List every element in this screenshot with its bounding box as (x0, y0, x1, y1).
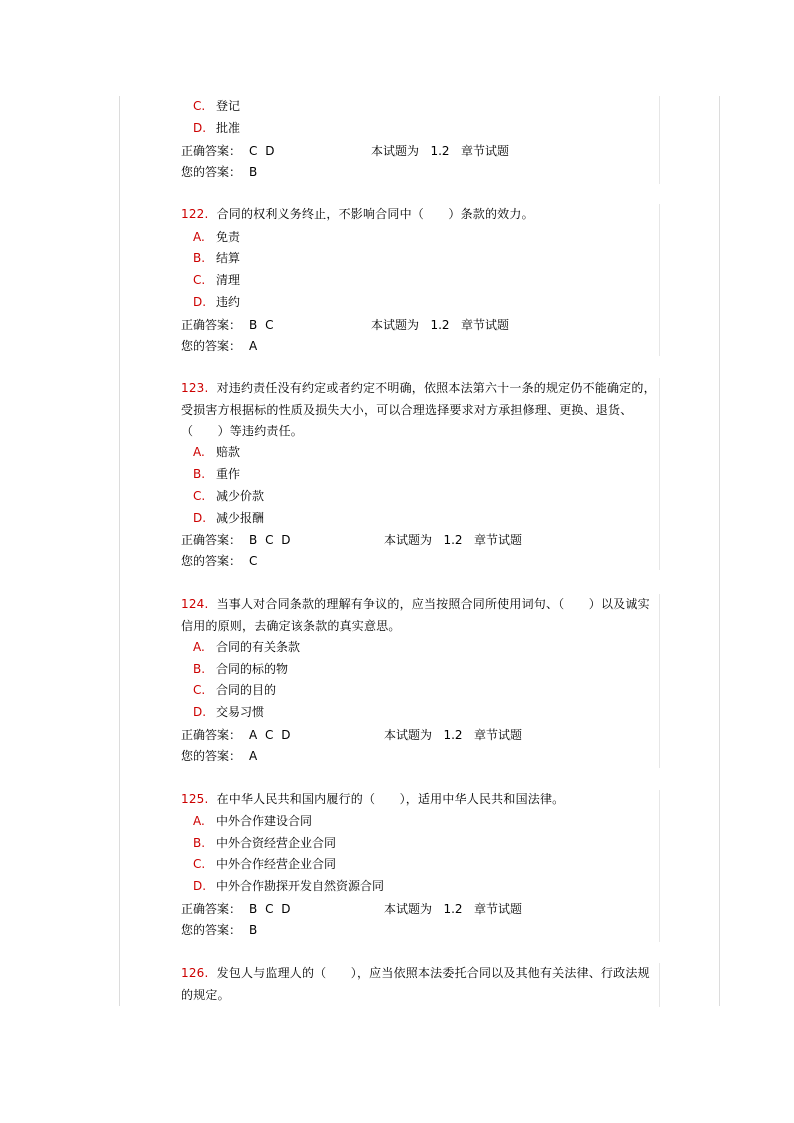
your-answer-label: 您的答案： (181, 339, 242, 353)
question-number: 124. (181, 597, 209, 611)
your-answer-label: 您的答案： (181, 554, 242, 568)
option-letter: A. (193, 230, 205, 244)
option-text: 结算 (216, 251, 241, 265)
option-text: 清理 (216, 273, 241, 287)
option-d (193, 703, 264, 721)
your-answer-label: 您的答案： (181, 749, 242, 763)
correct-answer-value: B C D (249, 533, 293, 547)
option-letter: D. (193, 121, 207, 135)
option-c (193, 855, 336, 873)
option-text: 合同的有关条款 (216, 640, 301, 654)
question-body: 当事人对合同条款的理解有争议的，应当按照合同所使用词句、（ ）以及诚实信用的原则，去确定该条款的真实意思。 (181, 597, 650, 633)
option-letter: D. (193, 705, 207, 719)
option-letter: C. (193, 857, 206, 871)
option-letter: B. (193, 467, 206, 481)
question-body: 对违约责任没有约定或者约定不明确，依照本法第六十一条的规定仍不能确定的，受损害方根据标的性质及损失大小，可以合理选择要求对方承担修理、更换、退货、（ ）等违约责任。 (181, 381, 656, 438)
test-prefix: 本试题为 (371, 144, 420, 158)
option-letter: C. (193, 99, 206, 113)
option-b (193, 834, 336, 852)
chapter-label: 章节试题 (461, 318, 510, 332)
option-letter: A. (193, 640, 205, 654)
question-source (384, 531, 522, 548)
your-answer-value: A (249, 749, 260, 763)
question-number: 125. (181, 792, 209, 806)
question-source (371, 142, 509, 159)
your-answer-label: 您的答案： (181, 923, 242, 937)
your-answer-value: A (249, 339, 260, 353)
score: 1.2 (443, 728, 463, 742)
correct-answer-label: 正确答案： (181, 533, 242, 547)
option-d (193, 877, 384, 895)
question-body: 在中华人民共和国内履行的（ ），适用中华人民共和国法律。 (216, 792, 565, 806)
block-divider (659, 594, 660, 768)
option-text: 减少报酬 (216, 511, 265, 525)
chapter-label: 章节试题 (461, 144, 510, 158)
correct-answer-value: B C D (249, 902, 293, 916)
option-letter: D. (193, 295, 207, 309)
your-answer-value: B (249, 165, 260, 179)
option-a (193, 228, 240, 246)
option-letter: B. (193, 662, 206, 676)
chapter-label: 章节试题 (474, 902, 523, 916)
your-answer-row (181, 747, 259, 765)
option-text: 批准 (216, 121, 241, 135)
question-text (181, 789, 659, 811)
option-text: 中外合作建设合同 (216, 814, 313, 828)
block-divider (659, 96, 660, 184)
chapter-label: 章节试题 (474, 728, 523, 742)
correct-answer-label: 正确答案： (181, 144, 242, 158)
option-letter: A. (193, 814, 205, 828)
option-a (193, 812, 312, 830)
option-text: 免责 (216, 230, 241, 244)
correct-answer-row (181, 531, 293, 549)
question-number: 122. (181, 207, 209, 221)
block-divider (659, 378, 660, 570)
test-prefix: 本试题为 (384, 902, 433, 916)
option-a (193, 443, 240, 461)
option-text: 交易习惯 (216, 705, 265, 719)
score: 1.2 (430, 144, 450, 158)
score: 1.2 (443, 533, 463, 547)
option-letter: D. (193, 511, 207, 525)
block-divider (659, 204, 660, 356)
your-answer-value: B (249, 923, 260, 937)
correct-answer-label: 正确答案： (181, 318, 242, 332)
option-text: 违约 (216, 295, 241, 309)
your-answer-row (181, 921, 259, 939)
option-text: 减少价款 (216, 489, 265, 503)
option-d (193, 119, 240, 137)
option-c (193, 681, 276, 699)
option-b (193, 465, 240, 483)
option-letter: C. (193, 683, 206, 697)
question-source (371, 316, 509, 333)
score: 1.2 (443, 902, 463, 916)
question-body: 发包人与监理人的（ ），应当依照本法委托合同以及其他有关法律、行政法规的规定。 (181, 966, 650, 1002)
correct-answer-row (181, 142, 276, 160)
question-text (181, 204, 659, 226)
option-b (193, 660, 288, 678)
option-text: 登记 (216, 99, 241, 113)
option-text: 中外合资经营企业合同 (216, 836, 337, 850)
option-d (193, 293, 240, 311)
question-number: 126. (181, 966, 209, 980)
correct-answer-row (181, 726, 292, 744)
block-divider (659, 963, 660, 1007)
option-text: 赔款 (216, 445, 241, 459)
your-answer-row (181, 552, 259, 570)
option-letter: D. (193, 879, 207, 893)
block-divider (659, 790, 660, 942)
test-prefix: 本试题为 (384, 533, 433, 547)
option-text: 重作 (216, 467, 241, 481)
correct-answer-row (181, 900, 293, 918)
test-prefix: 本试题为 (371, 318, 420, 332)
question-text (181, 378, 659, 443)
option-c (193, 97, 240, 115)
correct-answer-value: C D (249, 144, 277, 158)
your-answer-row (181, 337, 259, 355)
test-prefix: 本试题为 (384, 728, 433, 742)
option-text: 中外合作经营企业合同 (216, 857, 337, 871)
question-source (384, 900, 522, 917)
correct-answer-value: A C D (249, 728, 293, 742)
question-text (181, 963, 659, 1006)
question-source (384, 726, 522, 743)
question-text (181, 594, 659, 637)
correct-answer-label: 正确答案： (181, 902, 242, 916)
option-text: 合同的标的物 (216, 662, 289, 676)
your-answer-value: C (249, 554, 260, 568)
option-a (193, 638, 300, 656)
correct-answer-label: 正确答案： (181, 728, 242, 742)
chapter-label: 章节试题 (474, 533, 523, 547)
your-answer-label: 您的答案： (181, 165, 242, 179)
question-number: 123. (181, 381, 209, 395)
score: 1.2 (430, 318, 450, 332)
option-text: 中外合作勘探开发自然资源合同 (216, 879, 385, 893)
left-margin-line (119, 96, 120, 1006)
option-c (193, 271, 240, 289)
question-body: 合同的权利义务终止，不影响合同中（ ）条款的效力。 (216, 207, 534, 221)
option-letter: B. (193, 836, 206, 850)
option-letter: B. (193, 251, 206, 265)
option-text: 合同的目的 (216, 683, 277, 697)
option-letter: C. (193, 489, 206, 503)
your-answer-row (181, 163, 259, 181)
correct-answer-row (181, 316, 275, 334)
correct-answer-value: B C (249, 318, 276, 332)
right-margin-line (719, 96, 720, 1006)
option-d (193, 509, 264, 527)
option-letter: A. (193, 445, 205, 459)
option-letter: C. (193, 273, 206, 287)
option-c (193, 487, 264, 505)
option-b (193, 249, 240, 267)
